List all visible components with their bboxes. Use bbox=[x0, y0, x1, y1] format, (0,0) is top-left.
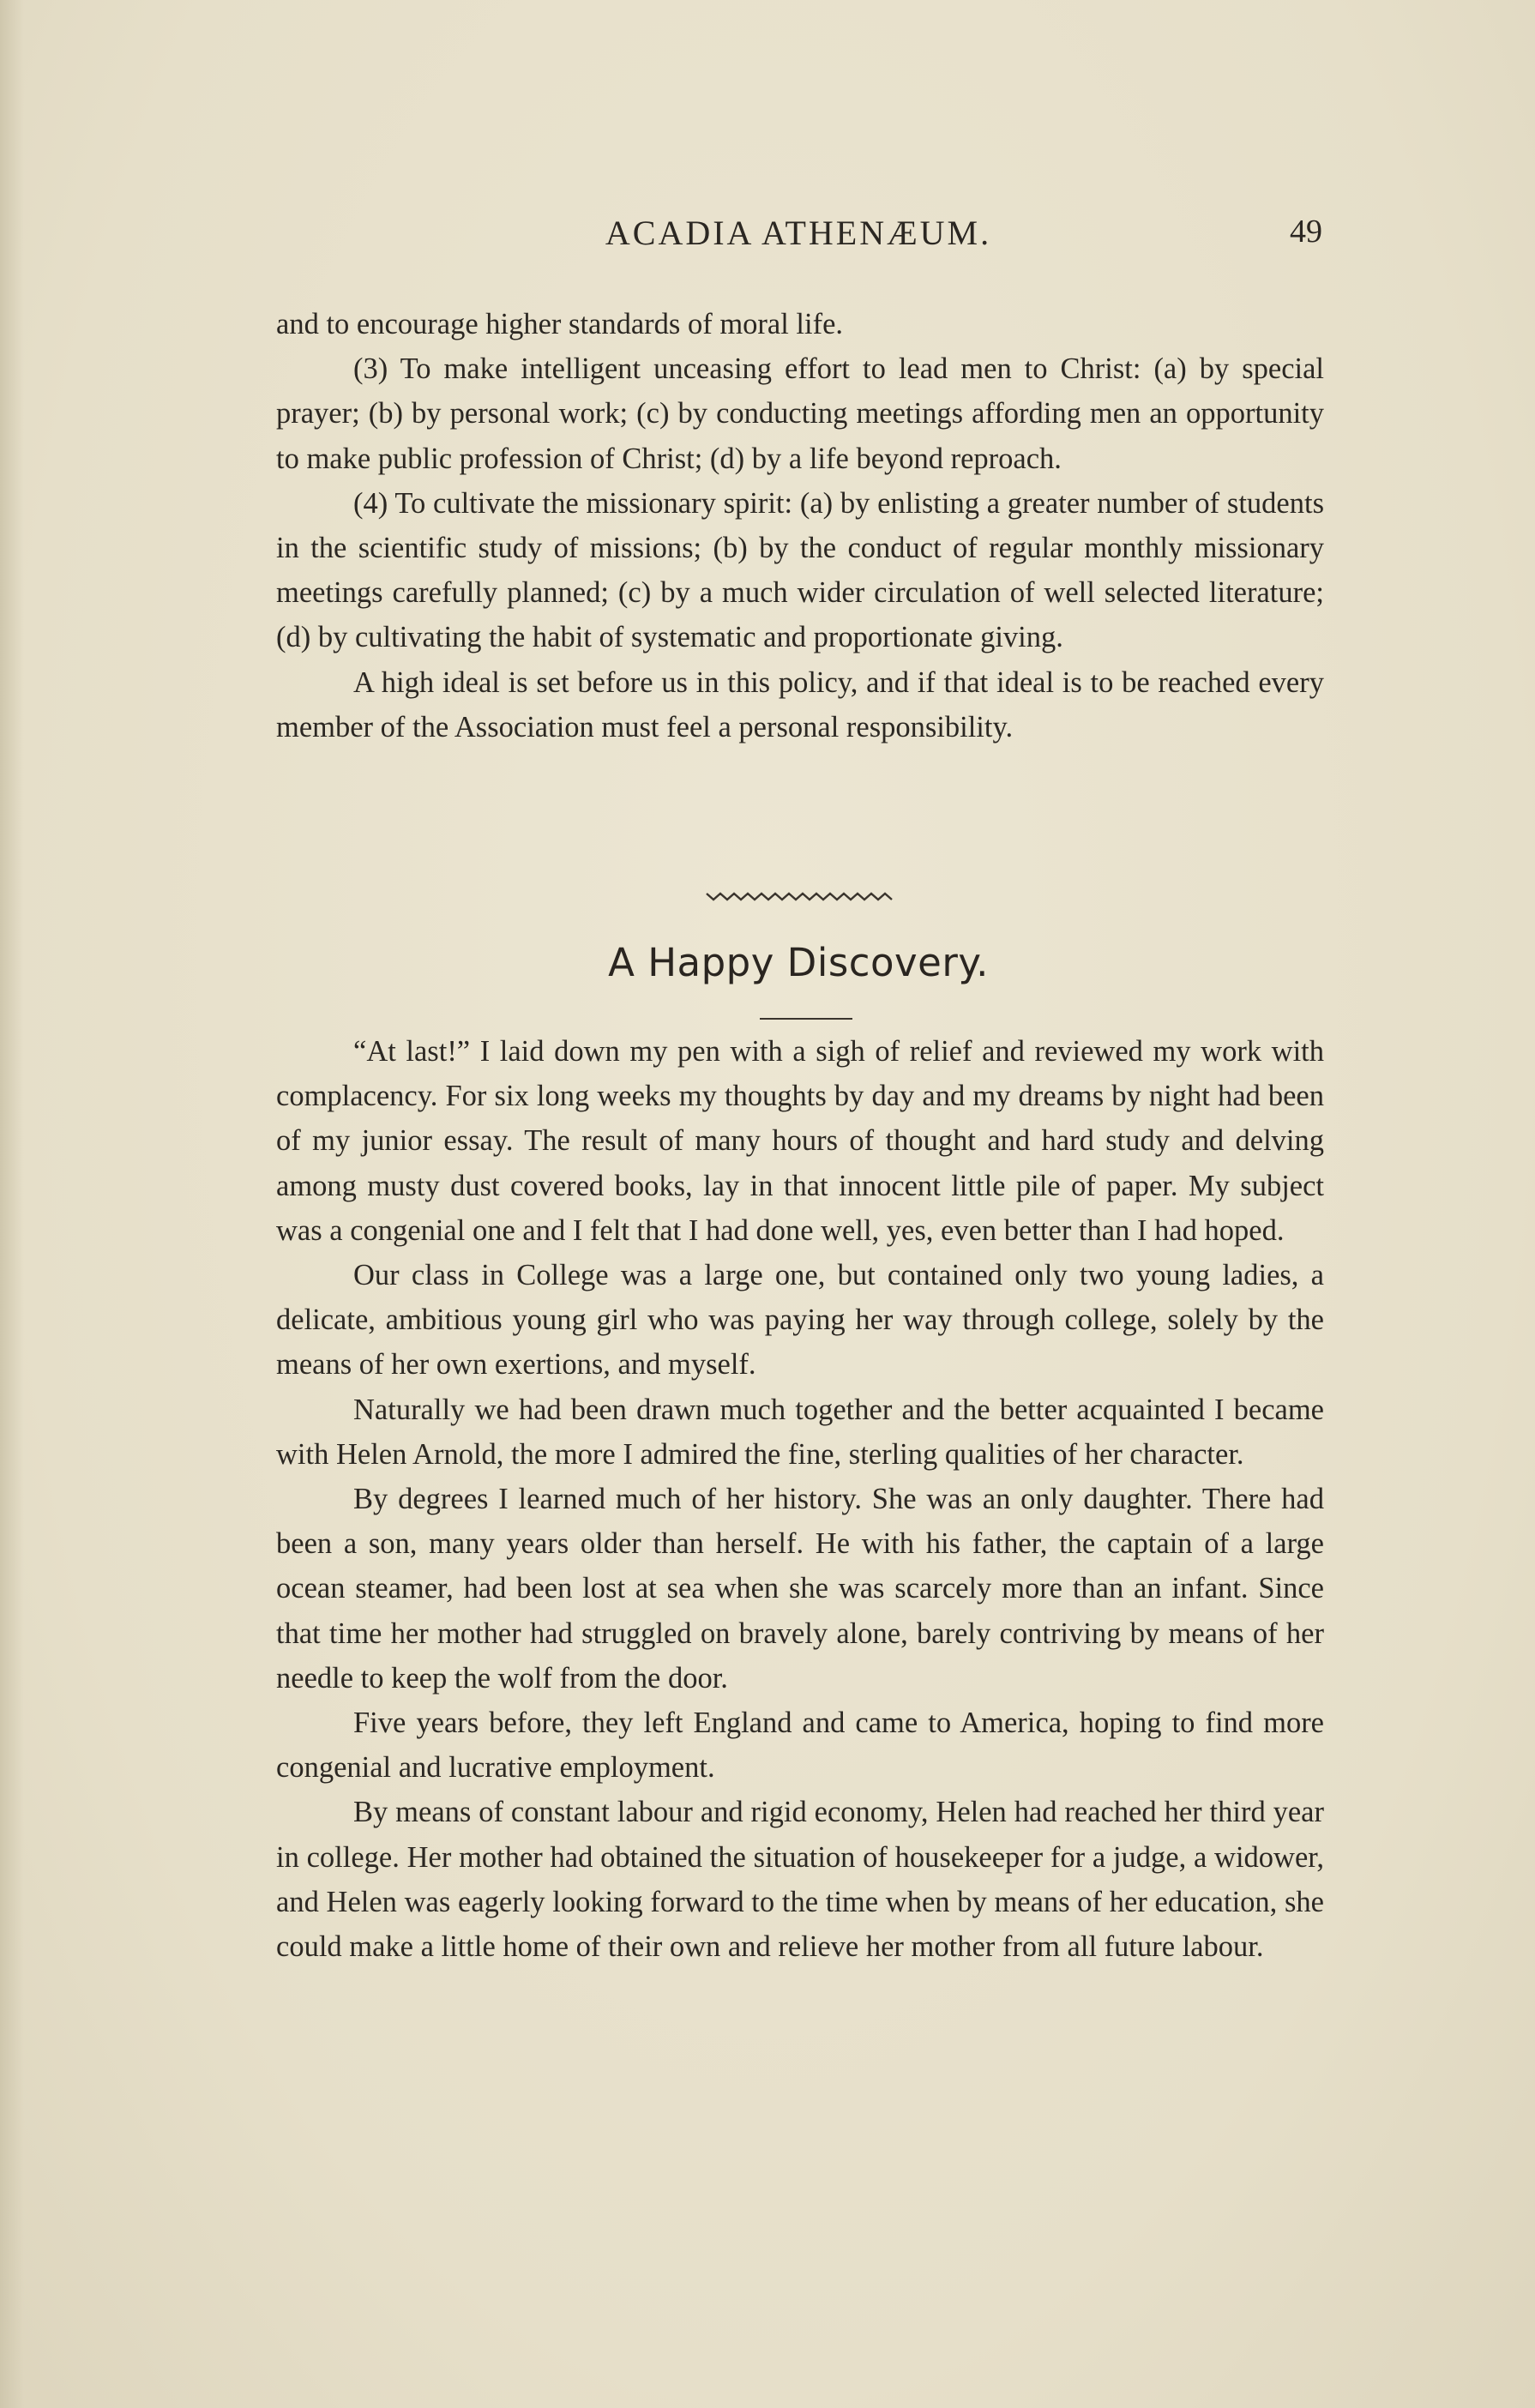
article-paragraph: Our class in College was a large one, but contained only two young ladies, a delicate, ambitious young girl who was paying her way through college, solely by the means of her own exertions, and myself. bbox=[276, 1259, 1324, 1382]
page-header bbox=[274, 213, 1322, 264]
paragraph-ideal: A high ideal is set before us in this policy, and if that ideal is to be reached every member of the Association must feel a personal responsibility. bbox=[276, 665, 1324, 743]
article-title: A Happy Discovery. bbox=[608, 940, 989, 985]
running-title: ACADIA ATHENÆUM. bbox=[605, 214, 992, 252]
article-paragraph: By means of constant labour and rigid economy, Helen had reached her third year in college. Her mother had obtained the situation of housekeeper for a judge, a widower, and Helen was eagerly looking forward to the time when by means of her education, she could make a little home of their own and relieve her mother from all future labour. bbox=[276, 1796, 1324, 1964]
article-paragraph: Five years before, they left England and came to America, hoping to find more congenial and lucrative employment. bbox=[276, 1707, 1324, 1785]
article-body bbox=[276, 1029, 1324, 1969]
paragraph-policy-3: (3) To make intelligent unceasing effort to lead men to Christ: (a) by special prayer; (b) by personal work; (c) by conducting meetings affording men an opportunity to make public profession of Christ; (d) by a life beyond reproach. bbox=[276, 352, 1324, 475]
article-paragraph: Naturally we had been drawn much together and the better acquainted I became with Helen Arnold, the more I admired the fine, sterling qualities of her character. bbox=[276, 1393, 1324, 1471]
article-paragraph: “At last!” I laid down my pen with a sigh of relief and reviewed my work with complacency. For six long weeks my thoughts by day and my dreams by night had been of my junior essay. The result of many hours of thought and hard study and delving among musty dust covered books, lay in that innocent little pile of paper. My subject was a congenial one and I felt that I had done well, yes, even better than I had hoped. bbox=[276, 1035, 1324, 1247]
title-underline bbox=[760, 1018, 852, 1020]
paragraph-policy-4: (4) To cultivate the missionary spirit: (a) by enlisting a greater number of students in the scientific study of missions; (b) by the conduct of regular monthly missionary meetings carefully planned; (c) by a much wider circulation of well selected literature; (d) by cultivating the habit of systematic and proportionate giving. bbox=[276, 486, 1324, 654]
paragraph-continuation: and to encourage higher standards of moral life. bbox=[276, 308, 844, 340]
top-section bbox=[276, 302, 1324, 749]
binding-shadow bbox=[0, 0, 24, 2408]
page-number: 49 bbox=[1290, 214, 1322, 250]
decorative-divider bbox=[705, 890, 895, 902]
article-paragraph: By degrees I learned much of her history. She was an only daughter. There had been a son, many years older than herself. He with his father, the captain of a large ocean steamer, had been lost at sea when she was scarcely more than an infant. Since that time her mother had struggled on bravely alone, barely contriving by means of her needle to keep the wolf from the door. bbox=[276, 1483, 1324, 1695]
